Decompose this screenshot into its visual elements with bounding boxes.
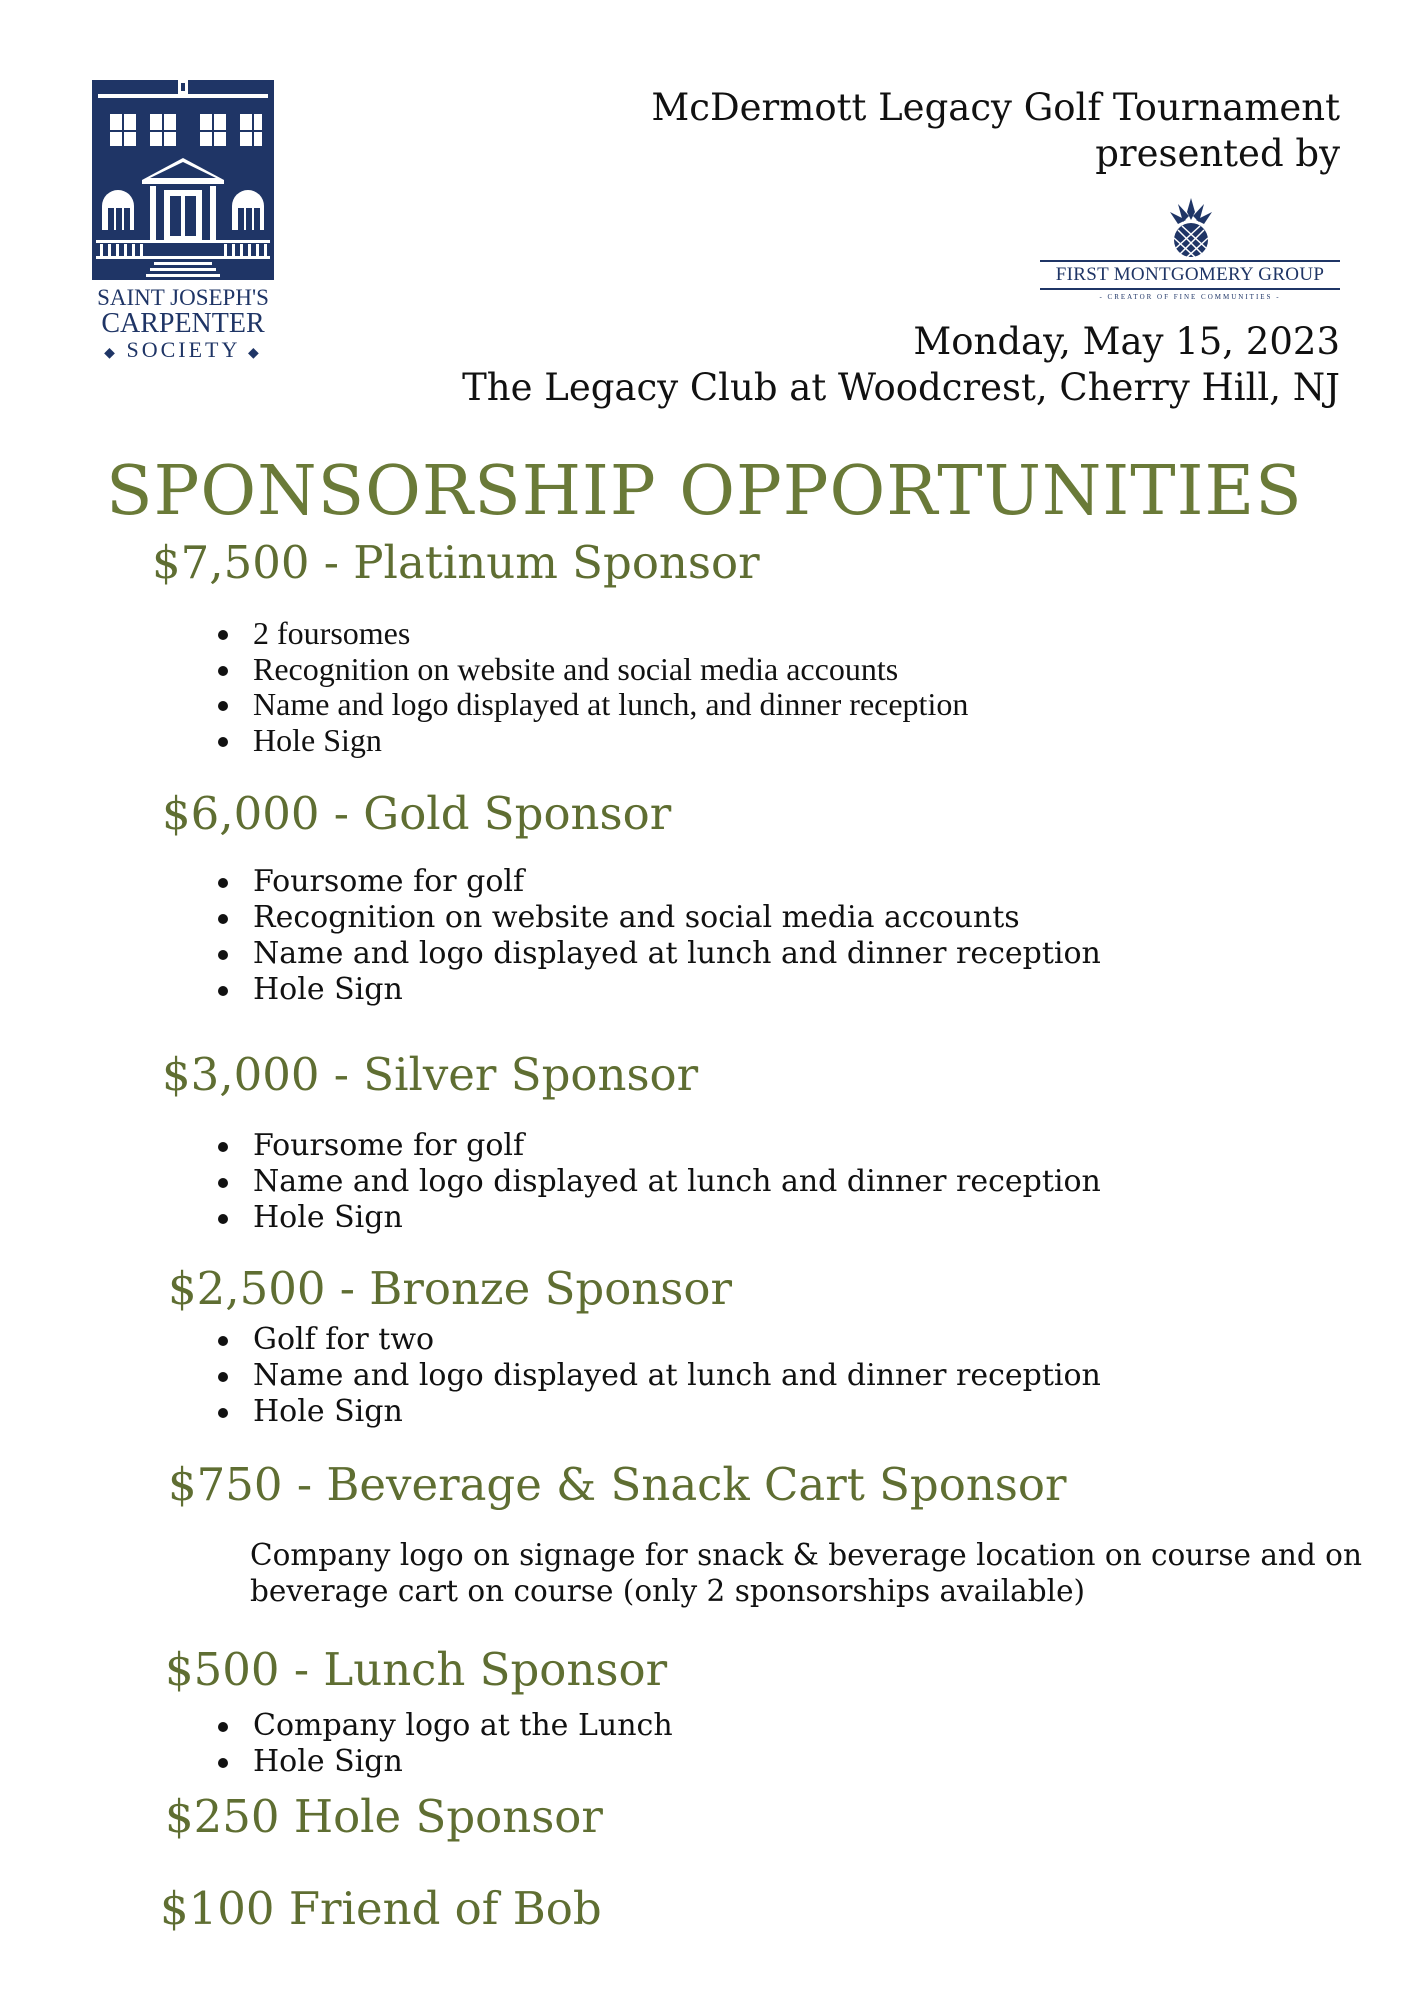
tier-heading-lunch: $500 - Lunch Sponsor (165, 1643, 668, 1696)
logo-society-text: SOCIETY (126, 337, 240, 362)
logo-rule-top (1040, 260, 1340, 262)
list-item: Recognition on website and social media accounts (253, 652, 968, 688)
benefits-list-platinum (213, 616, 968, 758)
pineapple-icon (1168, 198, 1214, 258)
list-item: Name and logo displayed at lunch and dinner reception (253, 936, 1101, 971)
list-item: Hole Sign (253, 1200, 1101, 1236)
list-item: Hole Sign (253, 1744, 673, 1780)
event-venue: The Legacy Club at Woodcrest, Cherry Hill, NJ (462, 366, 1340, 409)
beverage-cart-description-line-2: beverage cart on course (only 2 sponsorships available) (250, 1574, 1086, 1608)
logo-line-2: CARPENTER (101, 308, 265, 339)
first-montgomery-group-name: FIRST MONTGOMERY GROUP (1055, 264, 1325, 285)
benefits-list-lunch (213, 1708, 673, 1780)
tier-heading-hole: $250 Hole Sponsor (165, 1790, 603, 1843)
first-montgomery-group-tagline: - CREATOR OF FINE COMMUNITIES - (1099, 293, 1281, 301)
beverage-cart-description-line-1: Company logo on signage for snack & beverage location on course and on (250, 1538, 1362, 1572)
list-item: Foursome for golf (253, 864, 1101, 900)
benefits-list-gold (213, 864, 1101, 1008)
list-item: Golf for two (253, 1322, 1101, 1358)
diamond-icon: ◆ (248, 346, 262, 361)
list-item: Name and logo displayed at lunch, and dinner reception (253, 686, 969, 722)
list-item: 2 foursomes (253, 616, 968, 652)
logo-rule-bottom (1040, 288, 1340, 290)
tier-heading-friend-of-bob: $100 Friend of Bob (160, 1882, 602, 1935)
first-montgomery-group-logo (1040, 198, 1340, 308)
presented-by: presented by (1095, 132, 1340, 175)
event-title: McDermott Legacy Golf Tournament (651, 86, 1340, 129)
list-item: Name and logo displayed at lunch and dinner reception (253, 1164, 1101, 1199)
benefits-list-bronze (213, 1322, 1101, 1430)
tier-heading-silver: $3,000 - Silver Sponsor (162, 1048, 699, 1101)
building-icon (92, 80, 274, 280)
list-item: Foursome for golf (253, 1128, 1101, 1164)
list-item: Hole Sign (253, 723, 968, 759)
tier-heading-gold: $6,000 - Gold Sponsor (162, 787, 672, 840)
list-item: Name and logo displayed at lunch and dinner reception (253, 1358, 1101, 1393)
tier-heading-platinum: $7,500 - Platinum Sponsor (152, 536, 760, 589)
event-date: Monday, May 15, 2023 (913, 320, 1340, 363)
saint-josephs-carpenter-society-logo (92, 80, 274, 360)
logo-line-3 (92, 338, 274, 366)
page-title: SPONSORSHIP OPPORTUNITIES (106, 452, 1303, 531)
list-item: Recognition on website and social media accounts (253, 900, 1101, 936)
logo-line-1: SAINT JOSEPH'S (97, 285, 269, 310)
tier-heading-bronze: $2,500 - Bronze Sponsor (168, 1262, 732, 1315)
diamond-icon: ◆ (104, 346, 118, 361)
list-item: Hole Sign (253, 1394, 1101, 1430)
list-item: Hole Sign (253, 972, 1101, 1008)
benefits-list-silver (213, 1128, 1101, 1236)
tier-heading-beverage-cart: $750 - Beverage & Snack Cart Sponsor (168, 1458, 1067, 1511)
list-item: Company logo at the Lunch (253, 1708, 673, 1743)
